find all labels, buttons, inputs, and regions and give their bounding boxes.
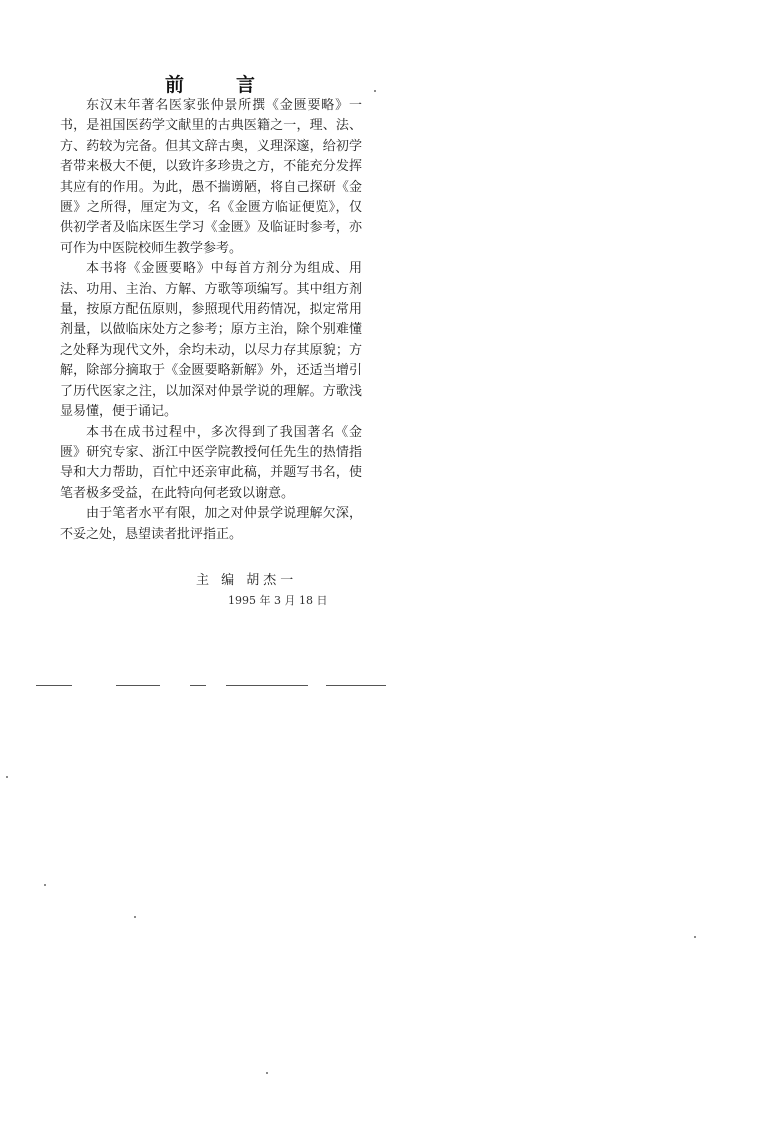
scan-artifact-line bbox=[226, 685, 308, 686]
scan-artifact-line bbox=[36, 685, 72, 686]
scan-artifact-line bbox=[116, 685, 160, 686]
preface-body bbox=[60, 96, 362, 545]
scan-artifact-line bbox=[190, 685, 206, 686]
paragraph-structure: 本书将《金匮要略》中每首方剂分为组成、用法、功用、主治、方解、方歌等项编写。其中组方剂量，按原方配伍原则，参照现代用药情况，拟定常用剂量，以做临床处方之参考；原方主治，除个别难懂之处释为现代文外，余均未动，以尽力存其原貌；方解，除部分摘取于《金匮要略新解》外，还适当增引了历代医家之注，以加深对仲景学说的理解。方歌浅显易懂，便于诵记。 bbox=[60, 261, 362, 420]
scan-artifact-speck bbox=[266, 1072, 268, 1074]
page-title: 前言 bbox=[164, 74, 307, 96]
scan-artifact-line bbox=[326, 685, 386, 686]
scan-artifact-speck bbox=[44, 884, 46, 886]
paragraph-intro: 东汉末年著名医家张仲景所撰《金匮要略》一书，是祖国医药学文献里的古典医籍之一，理、法、方、药较为完备。但其文辞古奥，义理深邃，给初学者带来极大不便，以致许多珍贵之方，不能充分发挥其应有的作用。为此，愚不揣谫陋，将自己探研《金匮》之所得，厘定为文，名《金匮方临证便览》，仅供初学者及临床医生学习《金匮》及临证时参考，亦可作为中医院校师生教学参考。 bbox=[60, 98, 362, 256]
scan-artifact-speck bbox=[134, 916, 136, 918]
editor-signature: 主 编 胡杰一 bbox=[196, 573, 298, 588]
paragraph-acknowledgement: 本书在成书过程中，多次得到了我国著名《金匮》研究专家、浙江中医学院教授何任先生的热情指导和大力帮助，百忙中还亲审此稿，并题写书名，使笔者极多受益，在此特向何老致以谢意。 bbox=[60, 424, 362, 501]
scan-artifact-speck bbox=[374, 90, 376, 92]
preface-date: 1995 年 3 月 18 日 bbox=[228, 594, 328, 607]
scan-artifact-speck bbox=[694, 936, 696, 938]
paragraph-closing: 由于笔者水平有限，加之对仲景学说理解欠深，不妥之处，恳望读者批评指正。 bbox=[60, 506, 362, 542]
scan-artifact-speck bbox=[6, 776, 8, 778]
